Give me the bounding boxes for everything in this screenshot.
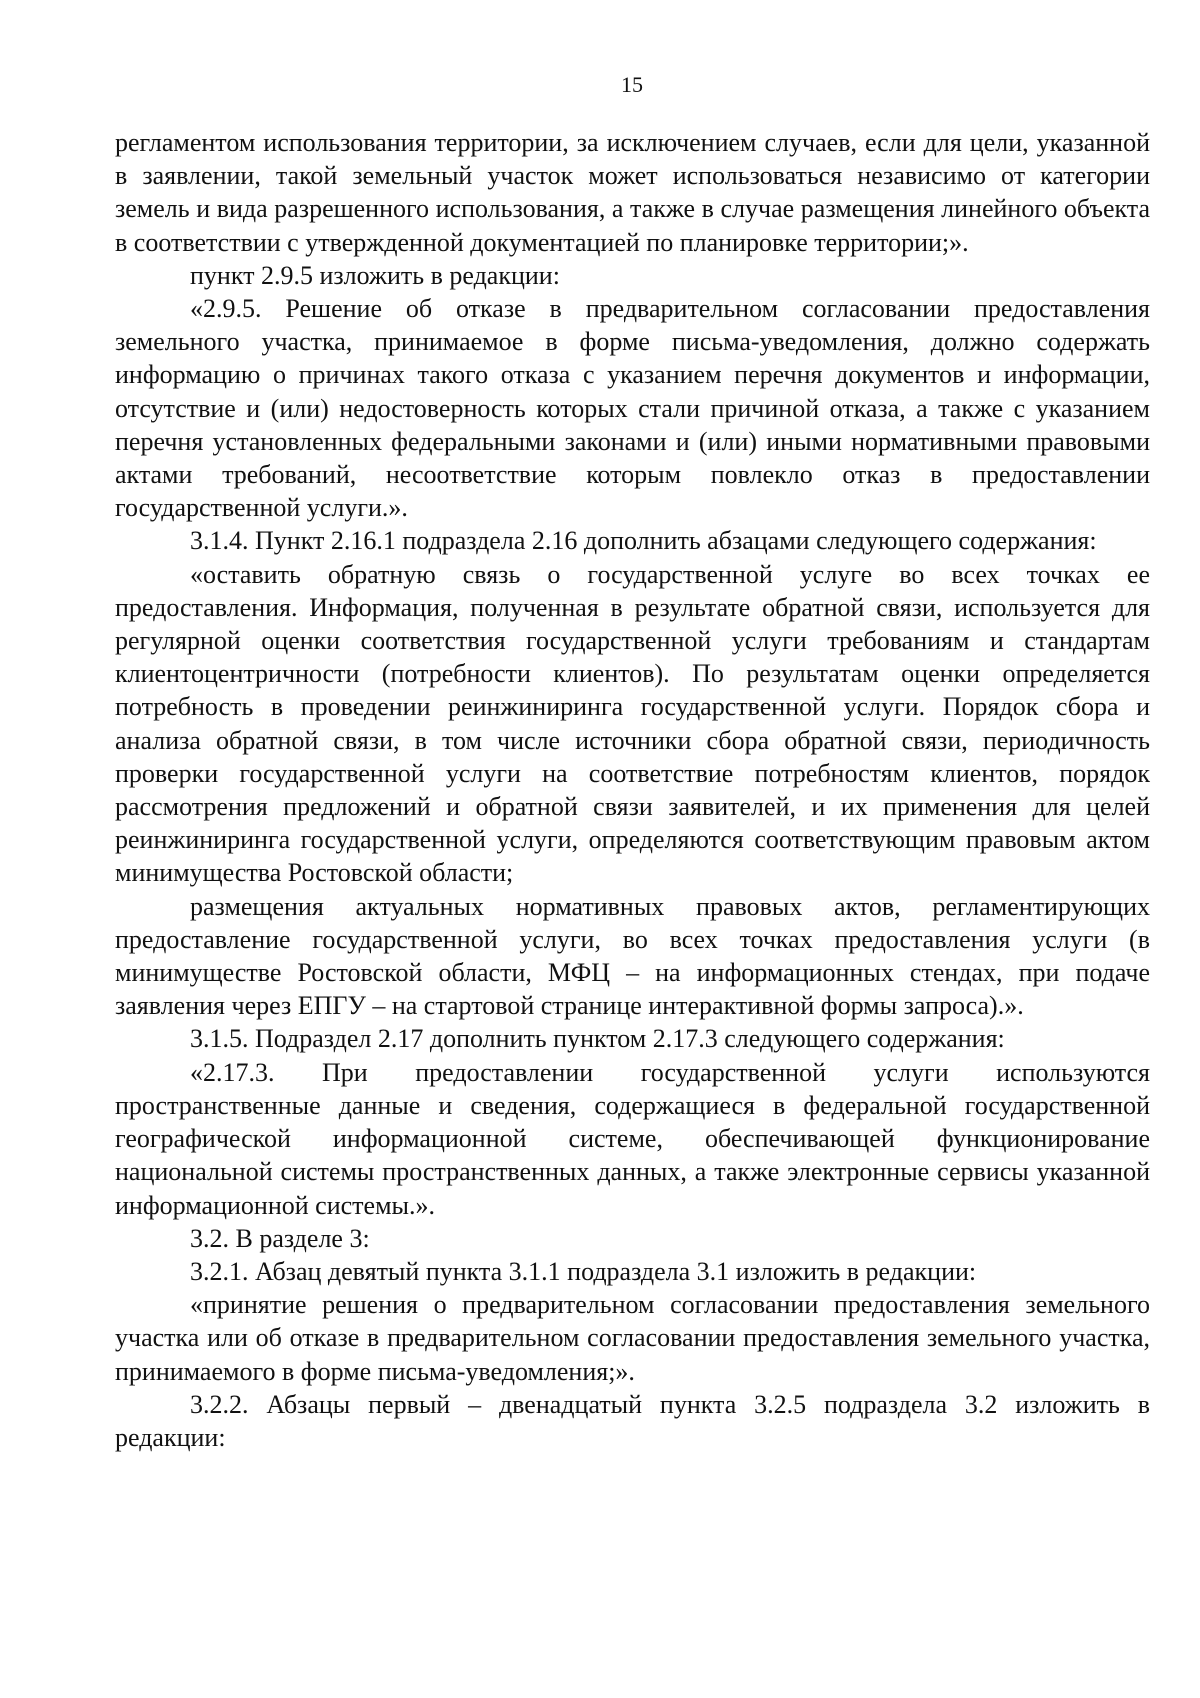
paragraph-2-17-3-text: «2.17.3. При предоставлении государственной услуги используются пространственные данные и сведения, содержащиеся в федеральной государственной географической информационной системе, обеспечивающей функционирование национальной системы пространственных данных, а также электронные сервисы указанной информационной системы.».: [115, 1057, 1150, 1220]
paragraph-3-1-4: 3.1.4. Пункт 2.16.1 подраздела 2.16 дополнить абзацами следующего содержания:: [190, 526, 1097, 556]
paragraph-3-1-5: 3.1.5. Подраздел 2.17 дополнить пунктом 2.17.3 следующего содержания:: [190, 1024, 1005, 1054]
document-body: [115, 126, 1150, 1454]
paragraph-3-2-2: 3.2.2. Абзацы первый – двенадцатый пункта 3.2.5 подраздела 3.2 изложить в редакции:: [115, 1389, 1150, 1452]
paragraph-3-2-1-text: «принятие решения о предварительном согласовании предоставления земельного участка или об отказе в предварительном согласовании предоставления земельного участка, принимаемого в форме письма-уведомления;».: [115, 1290, 1150, 1386]
paragraph-legal-acts: размещения актуальных нормативных правовых актов, регламентирующих предоставление государственной услуги, во всех точках предоставления услуги (в минимуществе Ростовской области, МФЦ – на информационных стендах, при подаче заявления через ЕПГУ – на стартовой странице интерактивной формы запроса).».: [115, 891, 1150, 1021]
paragraph-2-9-5-text: «2.9.5. Решение об отказе в предварительном согласовании предоставления земельного участка, принимаемое в форме письма-уведомления, должно содержать информацию о причинах такого отказа с указанием перечня документов и информации, отсутствие и (или) недостоверность которых стали причиной отказа, а также с указанием перечня установленных федеральными законами и (или) иными нормативными правовыми актами требований, несоответствие которым повлекло отказ в предоставлении государственной услуги.».: [115, 294, 1150, 523]
paragraph-2-9-5-instruction: пункт 2.9.5 изложить в редакции:: [190, 260, 560, 290]
paragraph-3-2-1: 3.2.1. Абзац девятый пункта 3.1.1 подраздела 3.1 изложить в редакции:: [190, 1256, 977, 1286]
paragraph-feedback: «оставить обратную связь о государственной услуге во всех точках ее предоставления. Информация, полученная в результате обратной связи, используется для регулярной оценки соответствия государственной услуги требованиям и стандартам клиентоцентричности (потребности клиентов). По результатам оценки определяется потребность в проведении реинжиниринга государственной услуги. Порядок сбора и анализа обратной связи, в том числе источники сбора обратной связи, периодичность проверки государственной услуги на соответствие потребностям клиентов, порядок рассмотрения предложений и обратной связи заявителей, и их применения для целей реинжиниринга государственной услуги, определяются соответствующим правовым актом минимущества Ростовской области;: [115, 559, 1150, 888]
page-number: 15: [621, 72, 643, 97]
paragraph-continuation: регламентом использования территории, за исключением случаев, если для цели, указанной в заявлении, такой земельный участок может использоваться независимо от категории земель и вида разрешенного использования, а также в случае размещения линейного объекта в соответствии с утвержденной документацией по планировке территории;».: [115, 128, 1150, 257]
paragraph-3-2: 3.2. В разделе 3:: [190, 1223, 370, 1253]
